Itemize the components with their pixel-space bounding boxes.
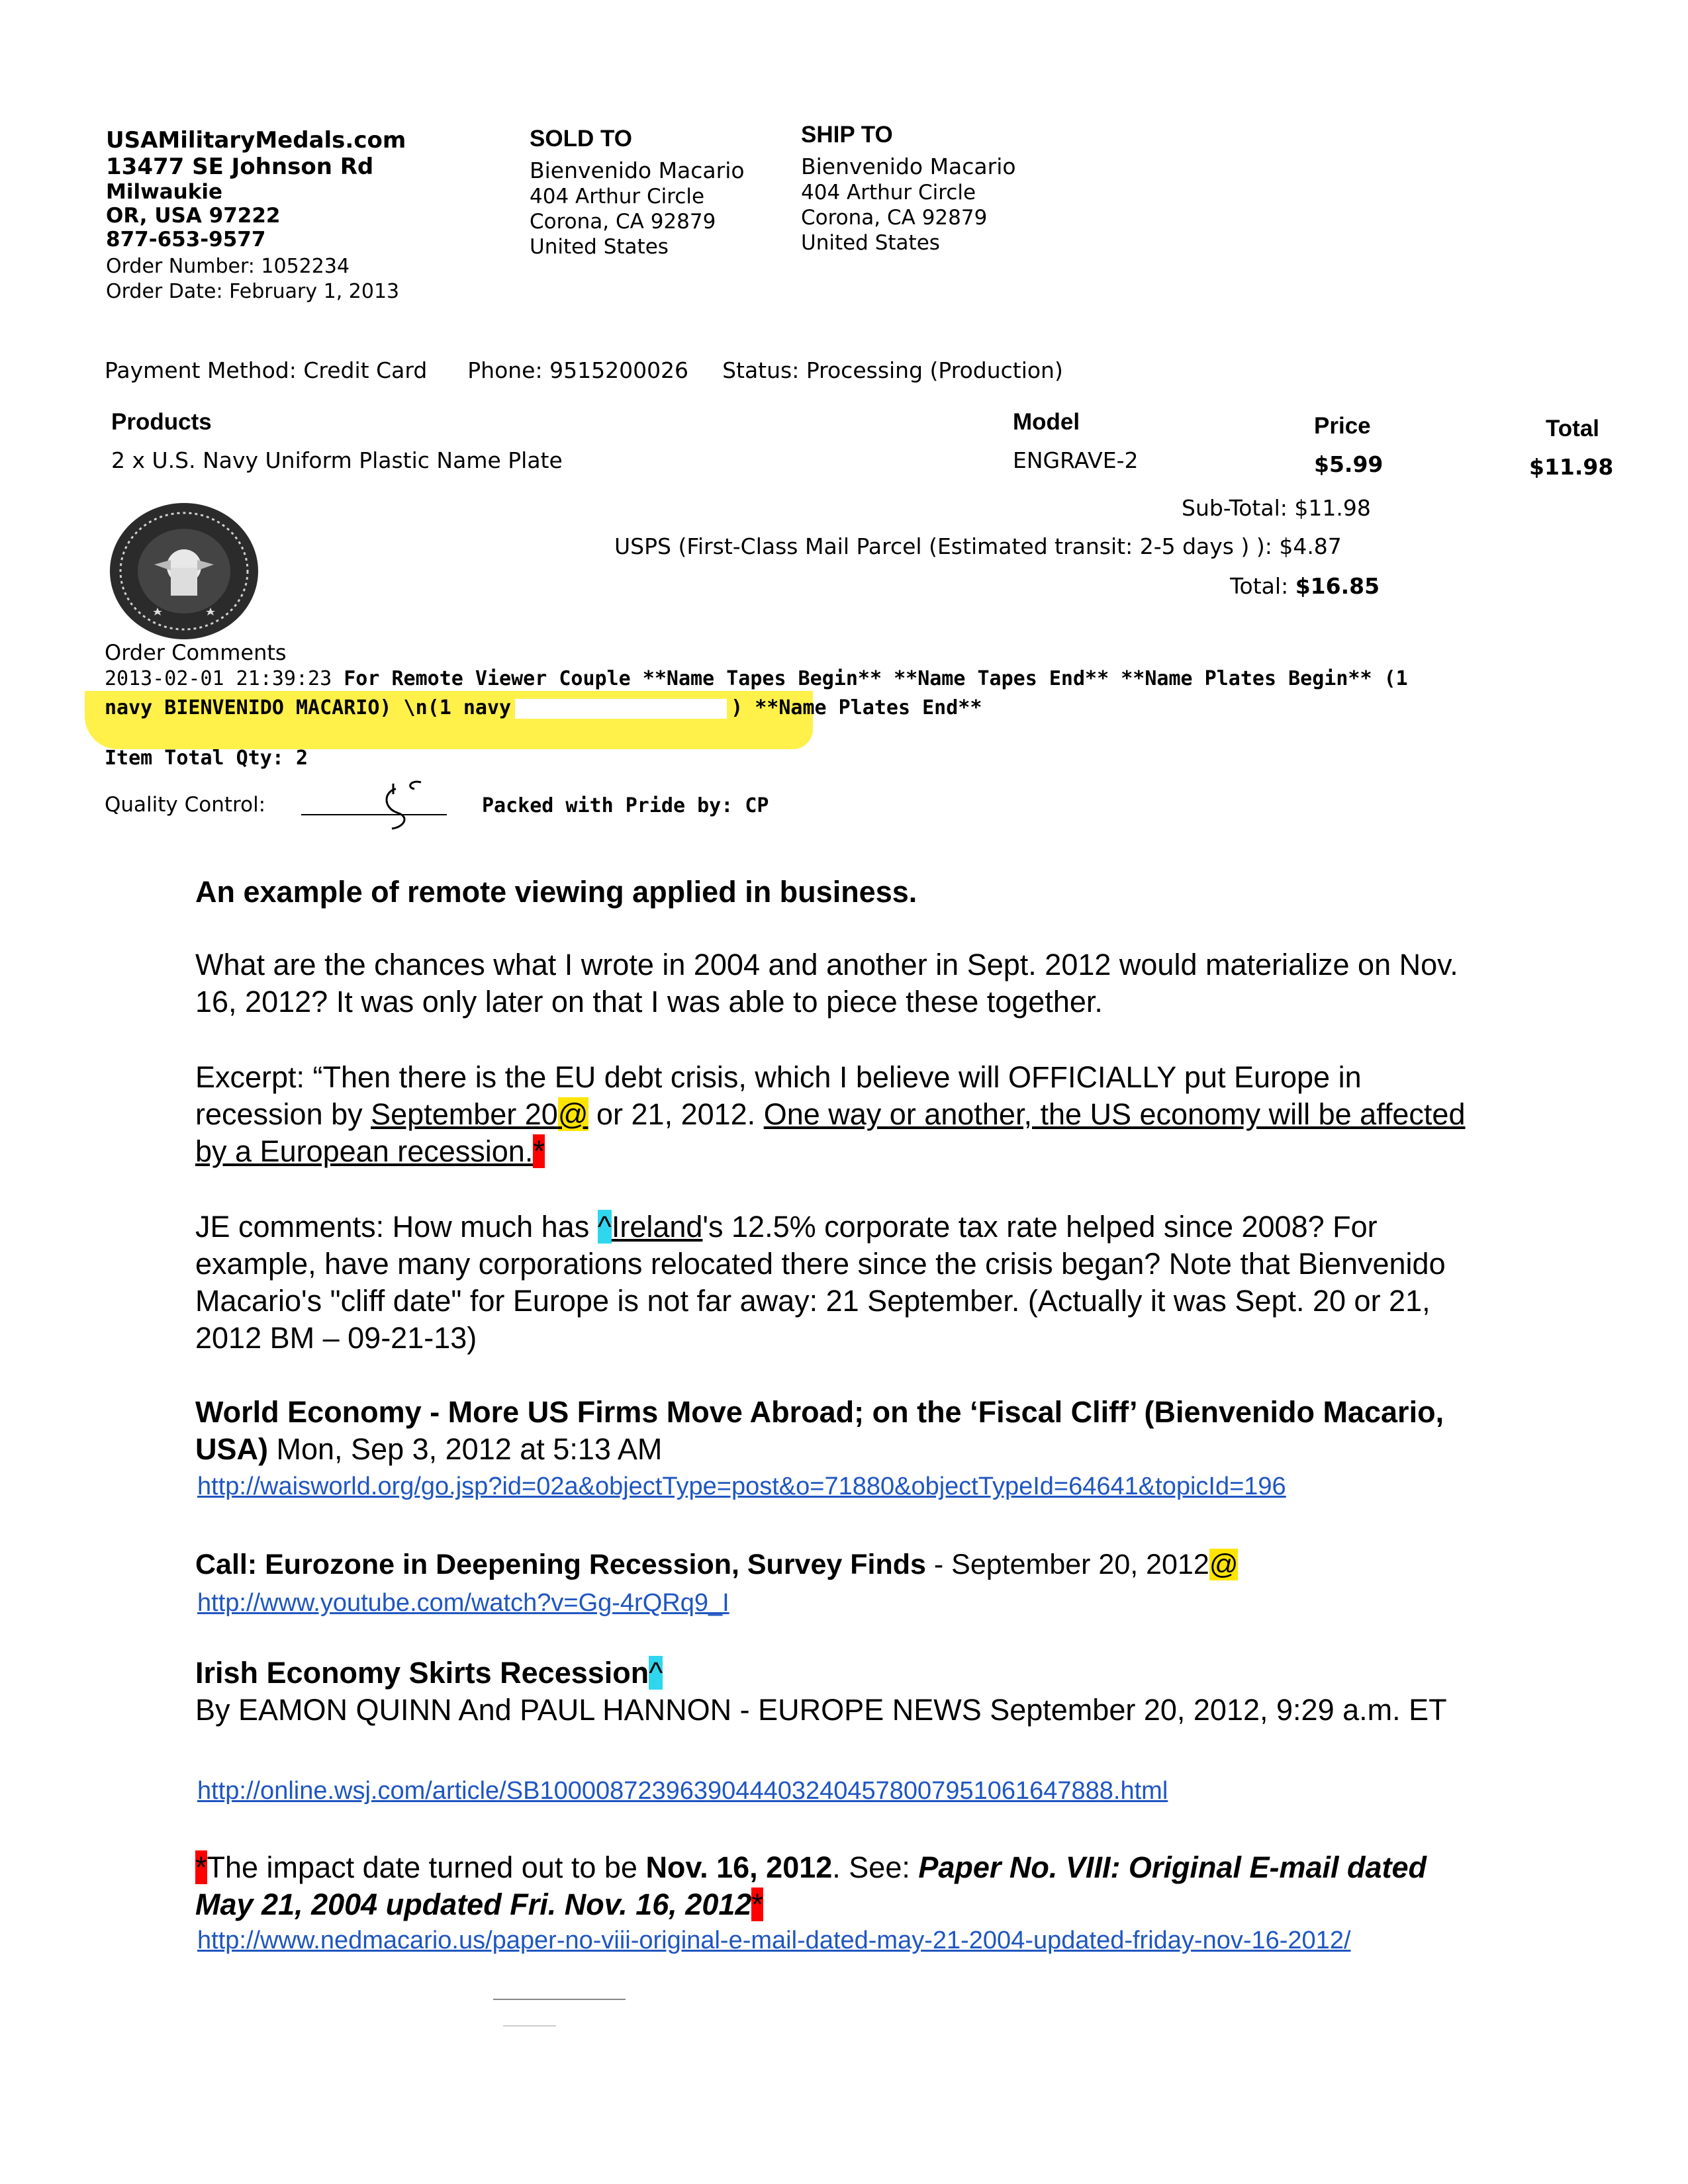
- footnote-paper-title: Paper No. VIII: Original E-mail dated May 21, 2004 updated Fri. Nov. 16, 2012: [195, 1850, 1427, 1921]
- scan-dash: [493, 1999, 626, 2000]
- comments-text-2: ) **Name Plates End**: [731, 696, 982, 719]
- sold-to-name: Bienvenido Macario: [530, 158, 745, 183]
- ship-to-title: SHIP TO: [801, 122, 893, 148]
- seller-block: [106, 127, 477, 304]
- reference-3: [195, 1655, 1493, 1729]
- sold-to-street: 404 Arthur Circle: [530, 185, 705, 208]
- ref3-link[interactable]: http://online.wsj.com/article/SB10000872396390444032404578007951061647888.html: [197, 1777, 1168, 1805]
- je-text-a: JE comments: How much has: [195, 1210, 598, 1244]
- ref3-byline: By EAMON QUINN And PAUL HANNON - EUROPE NEWS September 20, 2012, 9:29 a.m. ET: [195, 1693, 1447, 1727]
- article-p1-text: What are the chances what I wrote in 2004 and another in Sept. 2012 would materialize on Nov. 16, 2012? It was only later on that I was able to piece these together.: [195, 948, 1458, 1019]
- col-header-price: Price: [1314, 413, 1371, 439]
- seller-state: OR, USA 97222: [106, 204, 281, 228]
- footnote-text-b: . See:: [832, 1850, 919, 1884]
- ref1-date: Mon, Sep 3, 2012 at 5:13 AM: [268, 1432, 663, 1466]
- sold-to-block: [530, 126, 781, 259]
- packed-by: Packed with Pride by: CP: [482, 794, 769, 817]
- seller-city: Milwaukie: [106, 180, 222, 204]
- order-date: Order Date: February 1, 2013: [106, 280, 400, 303]
- comments-highlighted-text: navy BIENVENIDO MACARIO) \n(1 navy: [105, 696, 512, 719]
- je-comments-paragraph: [195, 1208, 1493, 1357]
- product-price: $5.99: [1314, 451, 1383, 477]
- seller-street: 13477 SE Johnson Rd: [106, 154, 374, 180]
- product-model: ENGRAVE-2: [1013, 447, 1139, 473]
- grand-total-value: $16.85: [1295, 573, 1380, 599]
- asterisk-marker: *: [533, 1134, 545, 1168]
- ref2-link[interactable]: http://www.youtube.com/watch?v=Gg-4rQRq9_I: [197, 1589, 729, 1617]
- col-header-model: Model: [1013, 409, 1080, 435]
- ship-to-city: Corona, CA 92879: [801, 206, 988, 230]
- order-number: Order Number: 1052234: [106, 255, 350, 278]
- footnote-text-a: The impact date turned out to be: [207, 1850, 646, 1884]
- product-name: 2 x U.S. Navy Uniform Plastic Name Plate: [111, 447, 563, 473]
- comments-text-1: For Remote Viewer Couple **Name Tapes Begin** **Name Tapes End** **Name Plates Begin** (1: [344, 667, 1408, 690]
- ireland-word: Ireland: [611, 1210, 703, 1244]
- article-heading: An example of remote viewing applied in business.: [195, 875, 917, 909]
- seller-name: USAMilitaryMedals.com: [106, 127, 406, 154]
- ref1-title: World Economy - More US Firms Move Abroad; on the ‘Fiscal Cliff’ (Bienvenido Macario, USA): [195, 1395, 1444, 1466]
- subtotal: Sub-Total: $11.98: [1182, 495, 1371, 521]
- shipping-line: USPS (First-Class Mail Parcel (Estimated transit: 2-5 days ) ): $4.87: [614, 533, 1342, 559]
- item-total-qty: Item Total Qty: 2: [105, 747, 308, 770]
- signature-mark-icon: [357, 774, 450, 834]
- grand-total-label: Total:: [1230, 573, 1289, 599]
- excerpt-text-b: or 21, 2012.: [588, 1097, 764, 1131]
- product-total: $11.98: [1529, 454, 1614, 480]
- at-marker: @: [557, 1097, 588, 1131]
- footnote-paragraph: [195, 1849, 1493, 1923]
- ship-to-country: United States: [801, 231, 940, 255]
- caret-marker: ^: [597, 1210, 612, 1244]
- ship-to-block: [801, 122, 1066, 255]
- sold-to-country: United States: [530, 235, 669, 259]
- ship-to-name: Bienvenido Macario: [801, 154, 1016, 179]
- sold-to-title: SOLD TO: [530, 126, 632, 152]
- grand-total: [1230, 573, 1380, 600]
- col-header-products: Products: [111, 409, 212, 435]
- ref2-at-marker: @: [1209, 1549, 1239, 1580]
- ref3-caret-marker: ^: [649, 1656, 663, 1690]
- footnote-link[interactable]: http://www.nedmacario.us/paper-no-viii-original-e-mail-dated-may-21-2004-updated-friday-nov-16-2012/: [197, 1927, 1351, 1954]
- payment-phone: Phone: 9515200026: [467, 357, 689, 383]
- reference-1: [195, 1394, 1493, 1468]
- quality-control-row: [105, 792, 265, 818]
- excerpt-text-c: One way or another, the US economy will be affected by a European recession.: [195, 1097, 1466, 1168]
- seller-phone: 877-653-9577: [106, 228, 266, 251]
- ref2-date: - September 20, 2012: [925, 1549, 1209, 1580]
- comments-timestamp: 2013-02-01 21:39:23: [105, 667, 332, 690]
- quality-control-label: Quality Control:: [105, 793, 266, 817]
- ship-to-street: 404 Arthur Circle: [801, 181, 976, 205]
- reference-2: [195, 1546, 1493, 1583]
- payment-line: [105, 357, 1495, 384]
- sold-to-city: Corona, CA 92879: [530, 210, 716, 234]
- order-status: Status: Processing (Production): [722, 357, 1063, 383]
- article-paragraph-1: [195, 946, 1493, 1021]
- comments-title: Order Comments: [105, 640, 287, 665]
- redaction-box: [515, 699, 727, 719]
- ref1-link[interactable]: http://waisworld.org/go.jsp?id=02a&objectType=post&o=71880&objectTypeId=64641&topicId=196: [197, 1473, 1286, 1500]
- footnote-asterisk-2: *: [751, 1888, 763, 1921]
- footnote-asterisk: *: [195, 1850, 207, 1884]
- scan-dash: [503, 2025, 556, 2026]
- comments-line-1: [105, 666, 1627, 692]
- excerpt-paragraph: [195, 1059, 1493, 1170]
- je-text-b: 's 12.5% corporate tax rate helped since 2008? For example, have many corporations relocated there since the crisis began? Note that Bienvenido Macario's "cliff date" for Europe is not far away: 21 September. (Actually it was Sept. 20 or 21, 2012 BM – 09-21-13): [195, 1210, 1446, 1355]
- payment-method: Payment Method: Credit Card: [105, 357, 428, 383]
- ref2-title: Call: Eurozone in Deepening Recession, Survey Finds: [195, 1549, 926, 1580]
- navy-seal-icon: [108, 502, 260, 641]
- footnote-date: Nov. 16, 2012: [645, 1850, 833, 1884]
- excerpt-text-a: Excerpt: “Then there is the EU debt crisis, which I believe will OFFICIALLY put Europe in recession by: [195, 1060, 1362, 1131]
- col-header-total: Total: [1546, 416, 1600, 441]
- comments-line-2: [105, 695, 1627, 721]
- ref3-title: Irish Economy Skirts Recession: [195, 1656, 649, 1690]
- excerpt-date: September 20: [371, 1097, 558, 1131]
